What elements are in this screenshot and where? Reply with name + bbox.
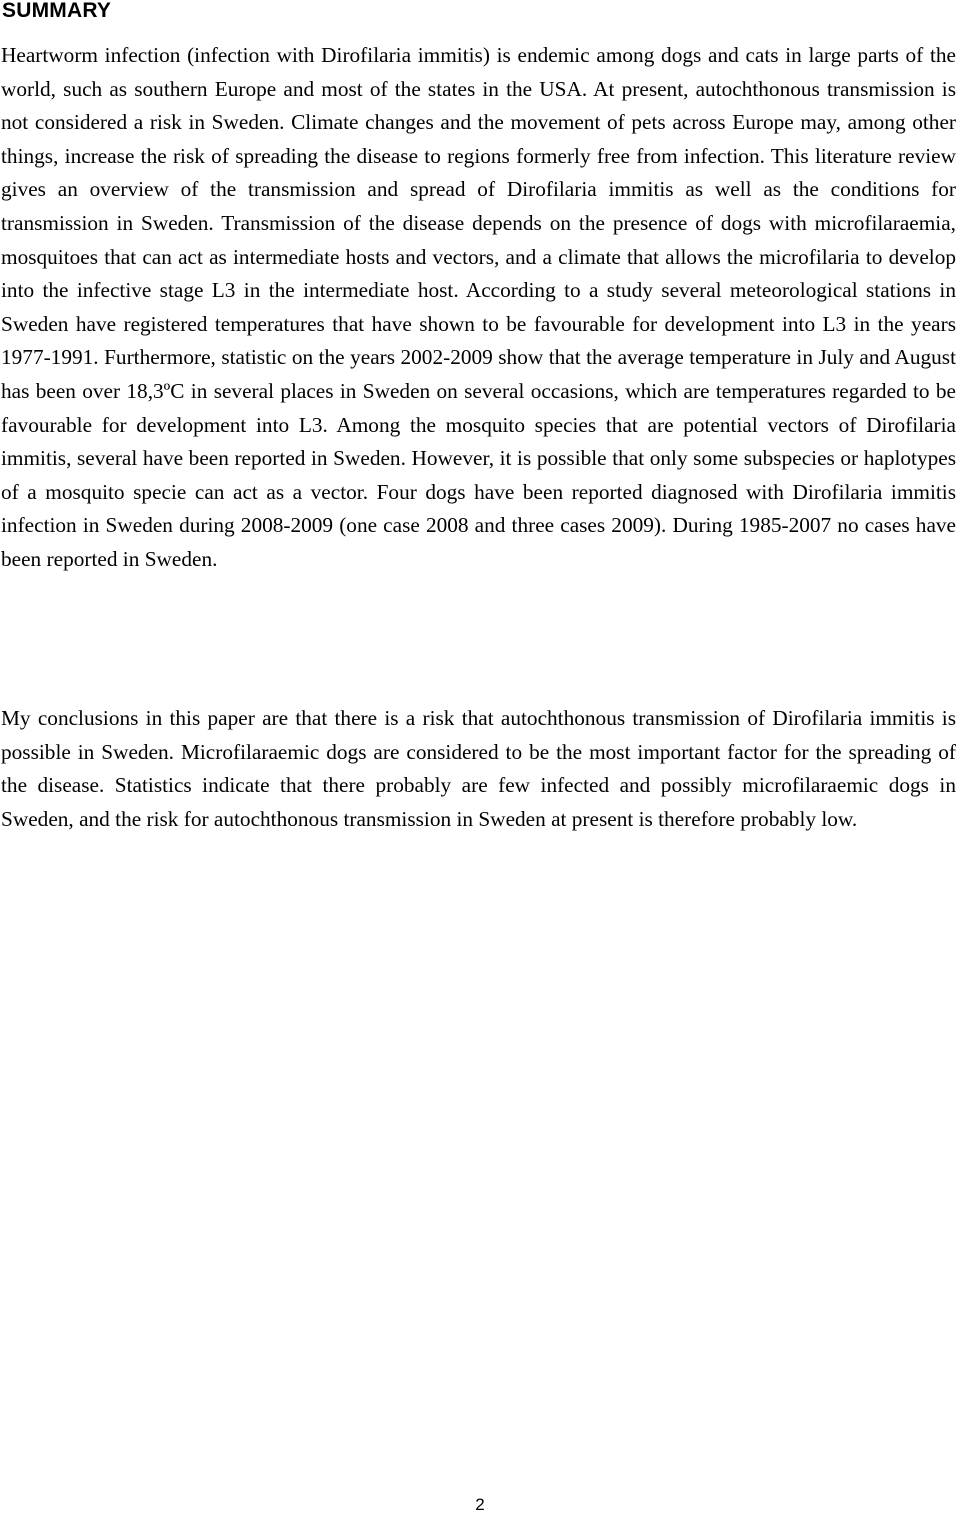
section-heading: SUMMARY (2, 0, 112, 22)
page-number: 2 (475, 1495, 485, 1514)
summary-paragraph-1: Heartworm infection (infection with Dirofilaria immitis) is endemic among dogs and cats in large parts of the world, such as southern Europe and most of the states in the USA. At present, autochthonous transmission is not considered a risk in Sweden. Climate changes and the movement of pets across Europe may, among other things, increase the risk of spreading the disease to regions formerly free from infection. This literature review gives an overview of the transmission and spread of Dirofilaria immitis as well as the conditions for transmission in Sweden. Transmission of the disease depends on the presence of dogs with microfilaraemia, mosquitoes that can act as intermediate hosts and vectors, and a climate that allows the microfilaria to develop into the infective stage L3 in the intermediate host. According to a study several meteorological stations in Sweden have registered temperatures that have shown to be favourable for development into L3 in the years 1977-1991. Furthermore, statistic on the years 2002-2009 show that the average temperature in July and August has been over 18,3ºC in several places in Sweden on several occasions, which are temperatures regarded to be favourable for development into L3. Among the mosquito species that are potential vectors of Dirofilaria immitis, several have been reported in Sweden. However, it is possible that only some subspecies or haplotypes of a mosquito specie can act as a vector. Four dogs have been reported diagnosed with Dirofilaria immitis infection in Sweden during 2008-2009 (one case 2008 and three cases 2009). During 1985-2007 no cases have been reported in Sweden. (1, 43, 956, 571)
summary-paragraph-2: My conclusions in this paper are that there is a risk that autochthonous transmission of Dirofilaria immitis is possible in Sweden. Microfilaraemic dogs are considered to be the most important factor for the spreading of the disease. Statistics indicate that there probably are few infected and possibly microfilaraemic dogs in Sweden, and the risk for autochthonous transmission in Sweden at present is therefore probably low. (1, 706, 956, 831)
